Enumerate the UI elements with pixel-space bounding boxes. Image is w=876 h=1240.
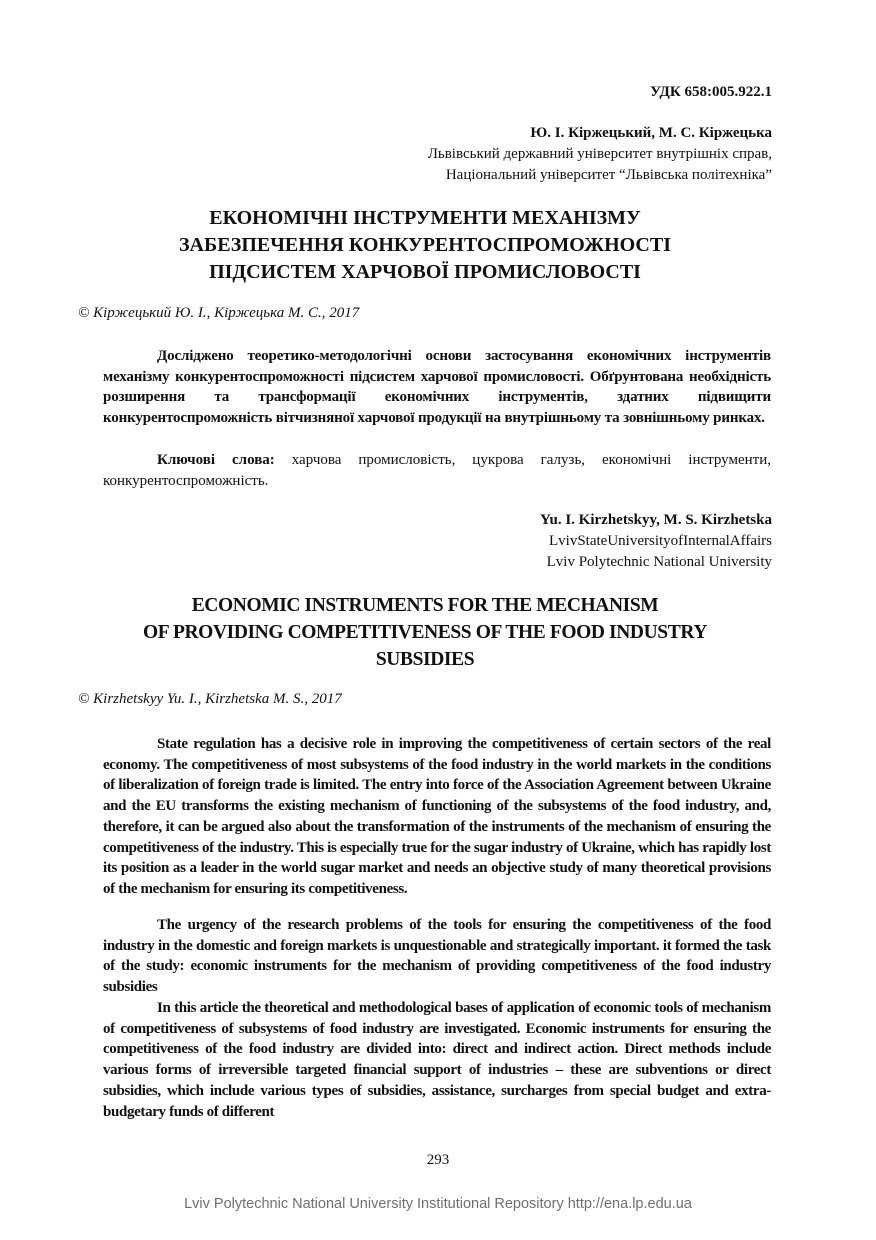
title-line: ЗАБЕЗПЕЧЕННЯ КОНКУРЕНТОСПРОМОЖНОСТІ bbox=[178, 234, 671, 256]
title-line: ЕКОНОМІЧНІ ІНСТРУМЕНТИ МЕХАНІЗМУ bbox=[209, 207, 641, 229]
udc-code: УДК 658:005.922.1 bbox=[650, 84, 772, 100]
abstract-paragraph-english: In this article the theoretical and methodological bases of application of economic tools of mechanism of competitiveness of subsystems of food industry are investigated. Economic instruments for ensuring the competitiveness of the food industry are divided into: direct and indirect action. Direct methods include various forms of irreversible targeted financial support of industries – these are subventions or direct subsidies, which include various types of subsidies, assistance, surcharges from special budget and extra-budgetary funds of different bbox=[103, 1000, 771, 1120]
affiliation-line: Національний університет “Львівська політехніка” bbox=[445, 167, 772, 183]
authors-block-english bbox=[540, 510, 772, 573]
keywords-ukrainian bbox=[103, 450, 771, 491]
title-line: ПІДСИСТЕМ ХАРЧОВОЇ ПРОМИСЛОВОСТІ bbox=[209, 261, 641, 283]
abstract-paragraph-english: The urgency of the research problems of the tools for ensuring the competitiveness of the food industry in the domestic and foreign markets is unquestionable and strategically important. it formed the task of the study: economic instruments for the mechanism of providing competitiveness of the food industry subsidies bbox=[103, 917, 771, 996]
author-names-ukrainian: Ю. І. Кіржецький, М. С. Кіржецька bbox=[530, 125, 772, 141]
keywords-label: Ключові слова: bbox=[157, 452, 275, 468]
abstract-paragraph-english: State regulation has a decisive role in improving the competitiveness of certain sectors of the real economy. The competitiveness of most subsystems of the food industry in the world markets in the conditions of liberalization of foreign trade is limited. The entry into force of the Association Agreement between Ukraine and the EU transforms the existing mechanism of functioning of the subsystems of the food industry, and, therefore, it can be argued also about the transformation of the instruments of the mechanism of ensuring the competitiveness of the industry. This is especially true for the sugar industry of Ukraine, which has rapidly lost its position as a leader in the world sugar market and needs an objective study of many theoretical provisions of the mechanism for ensuring its competitiveness. bbox=[103, 736, 771, 897]
author-names-english: Yu. I. Kirzhetskyy, M. S. Kirzhetska bbox=[540, 512, 772, 528]
article-title-ukrainian bbox=[60, 205, 790, 286]
affiliation-line: Lviv Polytechnic National University bbox=[546, 554, 772, 570]
copyright-english: © Kirzhetskyy Yu. I., Kirzhetska M. S., 2017 bbox=[78, 691, 342, 707]
title-line: SUBSIDIES bbox=[375, 649, 475, 670]
repository-footer: Lviv Polytechnic National University Institutional Repository http://ena.lp.edu.ua bbox=[184, 1196, 692, 1212]
title-line: OF PROVIDING COMPETITIVENESS OF THE FOOD INDUSTRY bbox=[142, 622, 708, 643]
copyright-ukrainian: © Кіржецький Ю. І., Кіржецька М. С., 2017 bbox=[78, 305, 360, 321]
affiliation-line: LvivStateUniversityofInternalAffairs bbox=[549, 533, 772, 549]
authors-block-ukrainian bbox=[428, 123, 772, 186]
abstract-ukrainian: Досліджено теоретико-методологічні основи застосування економічних інструментів механізму конкурентоспроможності підсистем харчової промисловості. Обґрунтована необхідність розширення та трансформації економічних інструментів, здатних підвищити конкурентоспроможність вітчизняної харчової продукції на внутрішньому та зовнішньому ринках. bbox=[103, 348, 771, 427]
keywords-text: харчова промисловість, цукрова галузь, економічні інструменти, конкурентоспроможність. bbox=[103, 452, 771, 489]
title-line: ECONOMIC INSTRUMENTS FOR THE MECHANISM bbox=[191, 595, 659, 616]
affiliation-line: Львівський державний університет внутрішніх справ, bbox=[427, 146, 772, 162]
article-title-english bbox=[60, 592, 790, 673]
page-number: 293 bbox=[426, 1152, 450, 1168]
